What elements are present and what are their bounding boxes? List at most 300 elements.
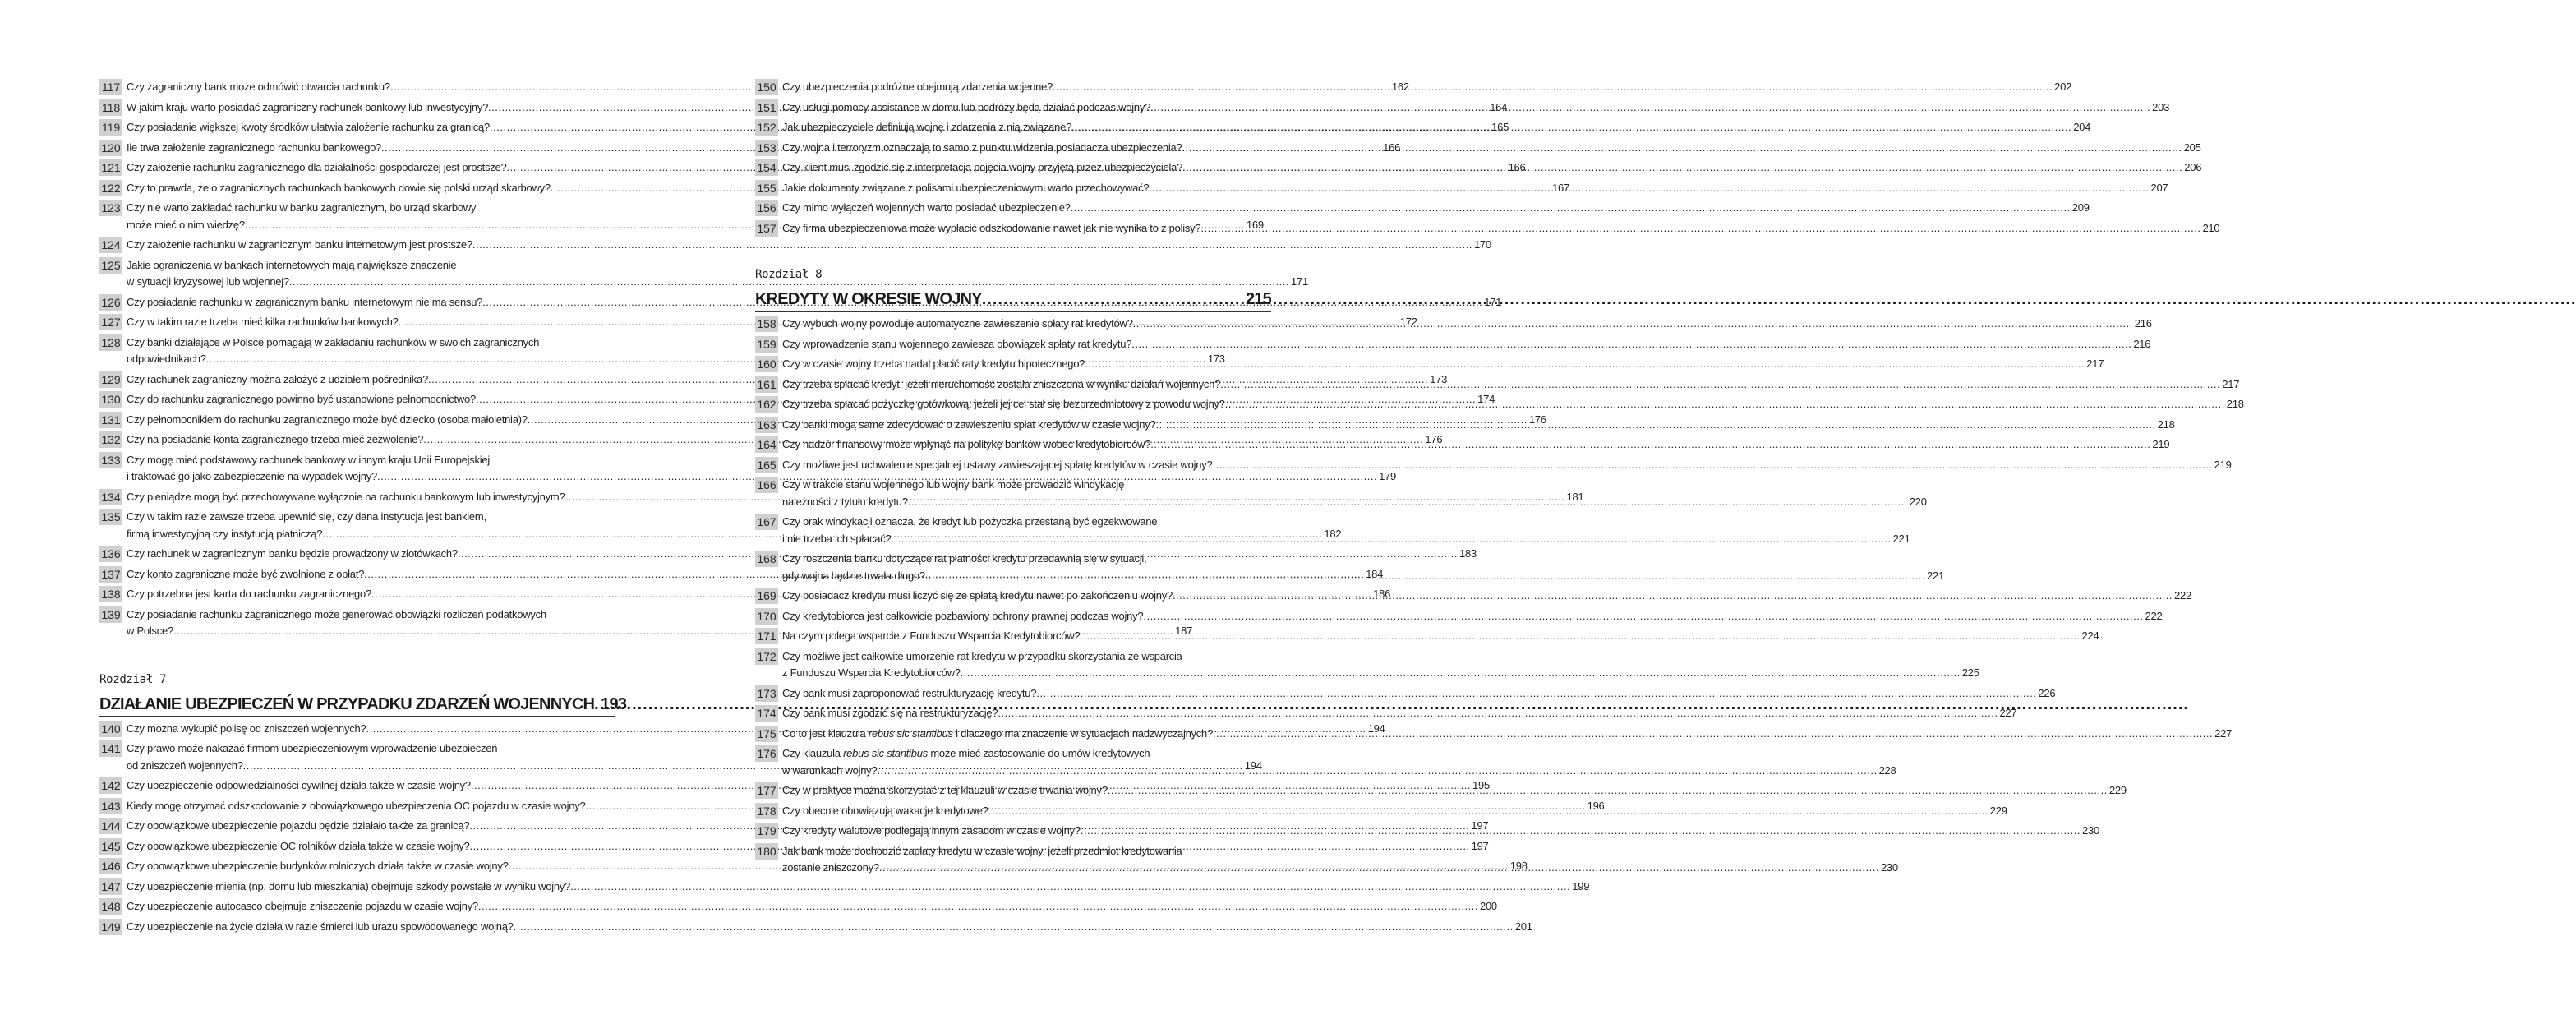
page-number: 221	[1927, 569, 1944, 582]
question-line	[782, 823, 2099, 840]
question-line-text: może mieć o nim wiedzę?	[127, 218, 245, 231]
chapter-title-text: DZIAŁANIE UBEZPIECZEŃ W PRZYPADKU ZDARZEŃ WOJENNYCH	[99, 694, 595, 713]
question-line	[782, 588, 2191, 605]
question-number: 151	[755, 99, 778, 116]
question-number: 148	[99, 898, 122, 915]
page-number: 205	[2183, 141, 2201, 154]
page-number: 227	[2214, 726, 2233, 740]
question-line-text: Czy banki mogą same zdecydować o zawieszeniu spłat kredytów w czasie wojny?	[782, 417, 1156, 431]
page-number: 165	[1491, 121, 1509, 133]
question-number: 147	[99, 878, 122, 895]
question-line-text: Czy rachunek zagraniczny można założyć z udziałem pośrednika?	[127, 372, 428, 385]
question-line-text: i nie trzeba ich spłacać?	[782, 532, 892, 545]
question-line-text: Czy w czasie wojny trzeba nadal płacić raty kredytu hipotecznego?	[782, 357, 1085, 370]
question-line-text: Czy nadzór finansowy może wpłynąć na politykę banków wobec kredytobiorców?	[782, 438, 1151, 450]
question-number: 166	[755, 477, 778, 493]
question-text	[782, 356, 2104, 373]
page-number: 187	[1175, 625, 1193, 637]
page-number: 217	[2222, 377, 2240, 390]
leader-dots	[908, 494, 1908, 511]
toc-entry	[99, 898, 1497, 915]
page-number: 194	[1244, 758, 1262, 772]
question-line	[127, 919, 1532, 936]
question-line	[782, 336, 2150, 353]
question-number: 145	[99, 838, 122, 855]
page-number: 198	[1509, 860, 1528, 872]
question-line-text: Czy wojna i terroryzm oznaczają to samo z punktu widzenia posiadacza ubezpieczenia?	[782, 141, 1182, 154]
question-number: 167	[755, 514, 778, 530]
page-number: 194	[1367, 722, 1385, 735]
question-line-text: Czy kredytobiorca jest całkowicie pozbawiony ochrony prawnej podczas wojny?	[782, 609, 1144, 622]
question-text	[782, 336, 2150, 353]
page-number: 230	[2082, 824, 2099, 837]
question-line-text: należności z tytułu kredytu?	[782, 495, 908, 508]
chapter-page: 215	[1246, 290, 1271, 308]
question-line	[782, 648, 1979, 666]
question-line-text: Czy w trakcie stanu wojennego lub wojny bank może prowadzić windykację	[782, 478, 1125, 491]
question-text	[782, 180, 2168, 197]
question-text	[782, 417, 2175, 434]
question-line-text: Ile trwa założenie zagranicznego rachunku bankowego?	[127, 141, 382, 154]
question-line	[782, 99, 2169, 117]
question-line	[782, 159, 2201, 177]
question-number: 170	[755, 608, 778, 625]
question-line-text: Czy ubezpieczenie mienia (np. domu lub mieszkania) obejmuje szkody powstałe w wyniku wojny?	[127, 879, 571, 892]
question-line	[782, 140, 2201, 157]
question-number: 159	[755, 336, 778, 353]
question-line	[127, 898, 1497, 915]
question-text	[782, 99, 2169, 117]
question-line-text: Jakie dokumenty związane z polisami ubezpieczeniowymi warto przechowywać?	[782, 181, 1150, 194]
page-number: 217	[2086, 357, 2104, 370]
leader-dots	[988, 803, 1988, 820]
leader-dots	[998, 705, 1998, 722]
leader-dots	[570, 878, 1570, 896]
question-line-text: Czy zagraniczny bank może odmówić otwarcia rachunku?	[127, 81, 390, 93]
question-line	[782, 436, 2169, 454]
question-number: 120	[99, 140, 122, 156]
question-line-text: w Polsce?	[127, 625, 173, 637]
leader-dots	[1156, 417, 2156, 434]
question-line	[782, 763, 1896, 780]
question-number: 119	[99, 119, 122, 136]
page-number: 203	[2152, 100, 2170, 113]
question-text	[127, 878, 1589, 896]
question-line-text: Czy nie warto zakładać rachunku w banku zagranicznym, bo urząd skarbowy	[127, 201, 477, 214]
question-line-text: Czy możliwe jest uchwalenie specjalnej ustawy zawieszającej spłatę kredytów w czasie wojny?	[782, 458, 1213, 471]
question-line-text: firmą inwestycyjną czy instytucją płatniczą?	[127, 527, 323, 540]
question-number: 169	[755, 588, 778, 604]
question-line-text: Czy wprowadzenie stanu wojennego zawiesza obowiązek spłaty rat kredytu?	[782, 337, 1132, 350]
leader-dots	[961, 665, 1961, 682]
question-text	[782, 514, 1910, 547]
question-line-text: Czy w praktyce można skorzystać z tej klauzuli w czasie trwania wojny?	[782, 784, 1108, 796]
leader-dots	[1182, 159, 2182, 177]
question-line	[782, 477, 1927, 494]
question-line-text: odpowiednikach?	[127, 353, 206, 365]
question-number: 155	[755, 180, 778, 196]
chapter-title-text: KREDYTY W OKRESIE WOJNY	[755, 290, 982, 308]
page-number: 167	[1551, 181, 1569, 194]
question-line	[782, 705, 2016, 722]
question-text	[782, 823, 2099, 840]
leader-dots	[478, 898, 1478, 915]
toc-entry	[755, 336, 2151, 353]
toc-entry	[755, 457, 2232, 474]
question-line-text: Czy mogę mieć podstawowy rachunek bankowy w innym kraju Unii Europejskiej	[127, 453, 490, 466]
question-number: 117	[99, 79, 122, 95]
page-number: 173	[1207, 353, 1225, 365]
page-number: 210	[2202, 221, 2220, 234]
question-line-text: i traktować go jako zabezpieczenie na wypadek wojny?	[127, 470, 377, 482]
question-text	[782, 843, 1898, 877]
question-text	[782, 436, 2169, 454]
question-text	[782, 705, 2016, 722]
toc-entry	[755, 745, 1896, 779]
question-text	[782, 376, 2239, 394]
toc-entry	[99, 919, 1532, 936]
question-line	[782, 316, 2152, 333]
question-number: 121	[99, 159, 122, 176]
toc-entry	[755, 200, 2090, 217]
question-line-text: Czy trzeba spłacać pożyczkę gotówkową, jeżeli jej cel stał się bezprzedmiotowy z powodu wojny?	[782, 398, 1225, 410]
question-text	[782, 79, 2071, 96]
question-line-text: w warunkach wojny?	[782, 763, 878, 777]
question-line	[782, 494, 1927, 511]
question-number: 168	[755, 551, 778, 567]
chapter-label: Rozdział 7	[99, 672, 167, 686]
question-number: 150	[755, 79, 778, 95]
page-number: 216	[2134, 317, 2152, 330]
question-number: 153	[755, 140, 778, 156]
question-text	[782, 685, 2055, 703]
question-line	[782, 860, 1898, 877]
page-number: 181	[1566, 490, 1584, 503]
question-number: 179	[755, 823, 778, 839]
question-number: 130	[99, 391, 122, 408]
question-text	[782, 200, 2090, 217]
page-number: 222	[2174, 589, 2191, 602]
leader-dots	[1080, 628, 2080, 645]
page-number: 166	[1383, 141, 1401, 154]
question-number: 129	[99, 371, 122, 388]
leader-dots	[1173, 588, 2173, 605]
leader-dots	[877, 763, 1877, 780]
question-number: 137	[99, 566, 122, 583]
page-number: 226	[2038, 686, 2056, 699]
question-number: 135	[99, 509, 122, 525]
question-number: 142	[99, 777, 122, 794]
page-number: 183	[1459, 547, 1477, 560]
question-line	[782, 220, 2219, 237]
question-line-text: Czy kredyty walutowe podlegają innym zasadom w czasie wojny?	[782, 824, 1081, 837]
question-line-text: Czy ubezpieczenie autocasco obejmuje zniszczenie pojazdu w czasie wojny?	[127, 900, 478, 912]
page-number: 184	[1366, 567, 1384, 580]
question-text	[127, 898, 1497, 915]
question-text	[782, 220, 2219, 237]
question-number: 131	[99, 412, 122, 428]
leader-dots	[1182, 140, 2182, 157]
question-line	[782, 782, 2127, 800]
toc-entry	[755, 685, 2056, 703]
toc-entry	[755, 608, 2163, 625]
question-text	[782, 588, 2191, 605]
page-number: 200	[1479, 900, 1497, 912]
leader-dots	[1085, 356, 2085, 373]
question-line	[782, 514, 1910, 531]
question-number: 132	[99, 431, 122, 448]
question-line-text: Czy do rachunku zagranicznego powinno być ustanowione pełnomocnictwo?	[127, 393, 477, 405]
question-number: 128	[99, 334, 122, 351]
question-line-text: Jakie ograniczenia w bankach internetowych mają największe znaczenie	[127, 258, 457, 271]
question-number: 140	[99, 721, 122, 737]
question-number: 136	[99, 546, 122, 562]
page-number: 182	[1324, 527, 1342, 540]
page-number: 162	[1391, 81, 1409, 93]
question-line-text: Czy posiadanie rachunku zagranicznego może generować obowiązki rozliczeń podatkowych	[127, 607, 546, 620]
page-number: 196	[1587, 799, 1605, 812]
toc-entry	[755, 628, 2099, 645]
leader-dots	[1220, 376, 2220, 394]
question-line-text: Czy na posiadanie konta zagranicznego trzeba mieć zezwolenie?	[127, 433, 424, 445]
question-line	[782, 376, 2239, 394]
question-number: 126	[99, 294, 122, 311]
chapter-page: 193	[601, 694, 627, 713]
page-number: 176	[1425, 433, 1443, 445]
leader-dots	[1213, 726, 2213, 743]
question-line-text: zostanie zniszczony?	[782, 861, 879, 874]
question-number: 122	[99, 180, 122, 196]
question-number: 161	[755, 376, 778, 393]
question-number: 139	[99, 606, 122, 623]
leader-dots	[982, 288, 1244, 311]
page-number: 197	[1471, 839, 1489, 852]
question-number: 163	[755, 417, 778, 433]
question-number: 154	[755, 159, 778, 176]
page-number: 228	[1878, 763, 1896, 777]
question-number: 152	[755, 119, 778, 136]
question-line-text: Czy założenie rachunku w zagranicznym banku internetowym jest prostsze?	[127, 238, 472, 251]
leader-dots	[1081, 823, 2081, 840]
question-line-text: Kiedy mogę otrzymać odszkodowanie z obowiązkowego ubezpieczenia OC pojazdu w czasie wojny?	[127, 799, 586, 812]
question-line-text: Czy założenie rachunku zagranicznego dla działalności gospodarczej jest prostsze?	[127, 161, 507, 173]
question-line-text: gdy wojna będzie trwała długo?	[782, 569, 925, 582]
question-line-text: Czy możliwe jest całkowite umorzenie rat kredytu w przypadku skorzystania ze wsparcia	[782, 649, 1182, 662]
question-line-text: Czy ubezpieczenie odpowiedzialności cywilnej działa także w czasie wojny?	[127, 779, 471, 791]
page-number: 207	[2150, 181, 2168, 194]
question-line-text: Czy można wykupić polisę od zniszczeń wojennych?	[127, 722, 366, 735]
leader-dots	[1200, 220, 2200, 237]
question-text	[782, 608, 2162, 625]
question-line-text: Czy ubezpieczenie na życie działa w razie śmierci lub urazu spowodowanego wojną?	[127, 920, 514, 933]
question-line-text: Czy to prawda, że o zagranicznych rachunkach bankowych dowie się polski urząd skarbowy?	[127, 181, 551, 194]
toc-entry	[755, 648, 1979, 682]
page-number: 225	[1961, 666, 1979, 679]
page-number: 219	[2152, 438, 2170, 450]
question-number: 176	[755, 745, 778, 762]
leader-dots	[1225, 396, 2225, 413]
question-text	[782, 628, 2099, 645]
question-line-text: Czy w takim razie zawsze trzeba upewnić się, czy dana instytucja jest bankiem,	[127, 510, 486, 523]
page-number: 170	[1473, 238, 1491, 251]
question-line-text: Czy bank musi zgodzić się na restrukturyzację?	[782, 707, 998, 719]
question-line-text: Czy obowiązkowe ubezpieczenie budynków rolniczych działa także w czasie wojny?	[127, 860, 509, 872]
page-number: 229	[2108, 784, 2127, 796]
question-line	[782, 356, 2104, 373]
question-line-text: Czy bank musi zaproponować restrukturyzację kredytu?	[782, 686, 1037, 699]
question-number: 171	[755, 628, 778, 644]
question-number: 174	[755, 705, 778, 722]
page-number: 222	[2145, 609, 2163, 622]
question-line-text: Czy ubezpieczenia podróżne obejmują zdarzenia wojenne?	[782, 81, 1053, 93]
page-number: 227	[1999, 707, 2017, 719]
question-line-text: w sytuacji kryzysowej lub wojennej?	[127, 275, 289, 288]
question-line-text: z Funduszu Wsparcia Kredytobiorców?	[782, 666, 961, 679]
question-line-text: Na czym polega wsparcie z Funduszu Wsparcia Kredytobiorców?	[782, 629, 1081, 642]
page-number: 199	[1572, 879, 1590, 892]
question-text	[782, 551, 1944, 584]
question-line-text: Czy w takim razie trzeba mieć kilka rachunków bankowych?	[127, 316, 399, 328]
question-line	[782, 79, 2071, 96]
question-line	[782, 551, 1944, 568]
question-text	[782, 396, 2244, 413]
question-line-text: Czy posiadacz kredytu musi liczyć się ze spłatą kredytu nawet po zakończeniu wojny?	[782, 589, 1173, 602]
question-text	[782, 140, 2201, 157]
question-text	[127, 919, 1532, 936]
question-number: 143	[99, 798, 122, 814]
leader-dots	[1071, 119, 2071, 136]
toc-entry	[99, 878, 1590, 896]
page-number: 224	[2081, 629, 2099, 642]
toc-entry	[755, 220, 2220, 237]
question-line	[782, 180, 2168, 197]
page-number: 171	[1291, 275, 1308, 288]
chapter-title	[755, 288, 1271, 312]
leader-dots	[925, 568, 1925, 585]
question-text	[782, 745, 1896, 779]
question-number: 175	[755, 726, 778, 742]
question-line	[782, 396, 2244, 413]
page-number: 173	[1430, 372, 1448, 385]
leader-dots	[1149, 180, 2149, 197]
question-line-text: Jak ubezpieczyciele definiują wojnę i zdarzenia z nią związane?	[782, 121, 1072, 133]
question-number: 138	[99, 586, 122, 602]
question-number: 178	[755, 803, 778, 819]
question-line	[127, 878, 1589, 896]
question-text	[782, 803, 2007, 820]
chapter-title	[99, 693, 627, 717]
question-number: 162	[755, 396, 778, 413]
question-line-text: Czy roszczenia banku dotyczące rat płatności kredytu przedawnią się w sytuacji,	[782, 552, 1147, 565]
question-line-text: Jak bank może dochodzić zapłaty kredytu w czasie wojny, jeżeli przedmiot kredytowania	[782, 844, 1182, 857]
question-line-text: Czy klient musi zgodzić się z interpretacją pojęcia wojny przyjętą przez ubezpieczyciela?	[782, 161, 1183, 173]
question-number: 124	[99, 237, 122, 253]
question-number: 177	[755, 782, 778, 799]
question-text	[782, 316, 2152, 333]
question-number: 173	[755, 685, 778, 702]
question-line	[782, 608, 2162, 625]
page-number: 164	[1490, 100, 1508, 113]
page-number: 166	[1508, 161, 1526, 173]
question-number: 180	[755, 843, 778, 860]
question-number: 160	[755, 356, 778, 372]
page-number: 206	[2184, 161, 2202, 173]
leader-dots	[879, 860, 1879, 877]
page-number: 218	[2157, 417, 2175, 431]
question-line	[782, 628, 2099, 645]
page-number: 169	[1246, 218, 1264, 231]
question-text	[782, 159, 2201, 177]
question-line-text: Czy potrzebna jest karta do rachunku zagranicznego?	[127, 588, 371, 600]
question-number: 165	[755, 457, 778, 473]
page-number: 179	[1379, 470, 1397, 482]
question-line	[782, 803, 2007, 820]
leader-dots	[1150, 99, 2150, 117]
question-line	[782, 119, 2090, 136]
page-number: 186	[1373, 588, 1391, 600]
question-text	[782, 119, 2090, 136]
page-number: 204	[2073, 121, 2091, 133]
leader-dots	[1071, 200, 2071, 217]
page-number: 218	[2226, 398, 2244, 410]
page-number: 229	[1989, 804, 2007, 817]
question-number: 146	[99, 858, 122, 874]
question-number: 141	[99, 740, 122, 757]
leader-dots	[1133, 316, 2133, 333]
page-number: 230	[1880, 861, 1898, 874]
question-number: 133	[99, 452, 122, 468]
question-line	[782, 843, 1898, 860]
question-line-text: Czy usługi pomocy assistance w domu lub podróży będą działać podczas wojny?	[782, 100, 1151, 113]
chapter-label: Rozdział 8	[755, 268, 823, 281]
question-number: 134	[99, 489, 122, 505]
page-number: 201	[1514, 920, 1532, 933]
question-number: 125	[99, 257, 122, 274]
leader-dots	[1213, 457, 2213, 474]
leader-dots	[1108, 782, 2108, 800]
page-number: 209	[2071, 201, 2090, 214]
question-line-text: Czy klauzula rebus sic stantibus może mieć zastosowanie do umów kredytowych	[782, 747, 1150, 759]
question-line	[782, 685, 2055, 703]
question-number: 123	[99, 200, 122, 216]
question-line	[782, 531, 1910, 548]
question-number: 158	[755, 316, 778, 332]
question-number: 164	[755, 436, 778, 453]
question-line	[782, 665, 1979, 682]
question-line-text: Czy pełnomocnikiem do rachunku zagranicznego może być dziecko (osoba małoletnia)?	[127, 413, 528, 426]
question-line-text: Czy obecnie obowiązują wakacje kredytowe?	[782, 804, 988, 817]
question-number: 172	[755, 648, 778, 665]
page-number: 172	[1399, 316, 1417, 328]
question-line-text: Czy obowiązkowe ubezpieczenie OC rolników działa także w czasie wojny?	[127, 839, 470, 852]
question-number: 144	[99, 818, 122, 834]
question-line-text: W jakim kraju warto posiadać zagraniczny rachunek bankowy lub inwestycyjny?	[127, 100, 489, 113]
page-number: 219	[2214, 458, 2232, 471]
question-line-text: Czy posiadanie rachunku w zagranicznym banku internetowym nie ma sensu?	[127, 295, 483, 308]
page-number: 220	[1909, 495, 1927, 508]
leader-dots	[514, 919, 1514, 936]
question-number: 118	[99, 99, 122, 116]
leader-dots	[892, 531, 1892, 548]
question-line-text: Czy brak windykacji oznacza, że kredyt lub pożyczka przestaną być egzekwowane	[782, 515, 1158, 528]
question-line	[782, 417, 2175, 434]
question-text	[782, 648, 1979, 682]
question-line-text: Czy prawo może nakazać firmom ubezpieczeniowym wprowadzenie ubezpieczeń	[127, 742, 498, 754]
question-line	[782, 745, 1896, 763]
question-line	[782, 457, 2232, 474]
question-line-text: Co to jest klauzula rebus sic stantibus i dlaczego ma znaczenie w sytuacjach nadzwyczajnych?	[782, 726, 1214, 740]
leader-dots	[1131, 336, 2131, 353]
